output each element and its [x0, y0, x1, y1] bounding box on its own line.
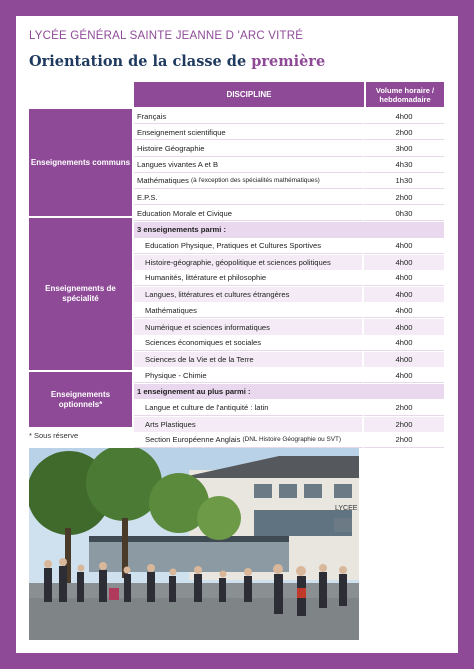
- table-row: [134, 125, 444, 141]
- hours-value: 2h00: [364, 433, 444, 448]
- discipline-cell: [134, 433, 364, 448]
- discipline-name: Sciences économiques et sociales: [134, 336, 364, 351]
- column-header-discipline: DISCIPLINE: [134, 82, 364, 107]
- table-row: [134, 400, 444, 416]
- school-photo: [29, 448, 359, 640]
- hours-value: 4h00: [364, 255, 444, 270]
- discipline-name: Mathématiques: [134, 303, 364, 318]
- hours-value: 4h00: [364, 352, 444, 367]
- table-row: [134, 158, 444, 174]
- table-row: [134, 174, 444, 190]
- table-row: [134, 352, 444, 368]
- table-row: [134, 287, 444, 303]
- discipline-name: Sciences de la Vie et de la Terre: [134, 352, 364, 367]
- discipline-name: E.P.S.: [134, 190, 364, 205]
- building-sign: LYCEE: [335, 505, 358, 512]
- title-prefix: Orientation de la classe de: [29, 53, 252, 70]
- hours-value: 4h00: [364, 319, 444, 334]
- table-subheader: [134, 384, 444, 400]
- discipline-name: Histoire Géographie: [134, 141, 364, 156]
- table-row: [134, 303, 444, 319]
- discipline-name: Arts Plastiques: [134, 417, 364, 432]
- hours-value: 4h00: [364, 271, 444, 286]
- curriculum-table: [134, 109, 444, 449]
- subheader-text: 1 enseignement au plus parmi :: [134, 384, 444, 399]
- table-row: [134, 141, 444, 157]
- table-subheader: [134, 222, 444, 238]
- column-header-volume: Volume horaire / hebdomadaire: [366, 82, 444, 107]
- discipline-name: Français: [134, 109, 364, 124]
- table-row: [134, 206, 444, 222]
- discipline-name: Mathématiques: [137, 176, 189, 186]
- discipline-name: Enseignement scientifique: [134, 125, 364, 140]
- hours-value: 3h00: [364, 141, 444, 156]
- page-title: [29, 53, 325, 70]
- table-row: [134, 368, 444, 384]
- table-row: [134, 433, 444, 449]
- hours-value: 4h00: [364, 109, 444, 124]
- hours-value: 4h00: [364, 368, 444, 383]
- discipline-name: Physique - Chimie: [134, 368, 364, 383]
- group-label-optionnels: Enseignements optionnels*: [29, 372, 132, 427]
- hours-value: 4h00: [364, 239, 444, 254]
- hours-value: 4h00: [364, 336, 444, 351]
- hours-value: 2h00: [364, 417, 444, 432]
- table-row: [134, 336, 444, 352]
- hours-value: 4h00: [364, 303, 444, 318]
- discipline-name: Langues vivantes A et B: [134, 158, 364, 173]
- table-row: [134, 239, 444, 255]
- hours-value: 1h30: [364, 174, 444, 189]
- hours-value: 4h00: [364, 287, 444, 302]
- table-row: [134, 109, 444, 125]
- hours-value: 2h00: [364, 190, 444, 205]
- hours-value: 4h30: [364, 158, 444, 173]
- discipline-name: Langue et culture de l'antiquité : latin: [134, 400, 364, 415]
- discipline-note: (DNL Histoire Géographie ou SVT): [242, 436, 342, 444]
- hours-value: 2h00: [364, 125, 444, 140]
- table-row: [134, 255, 444, 271]
- title-highlight: première: [251, 53, 326, 70]
- table-row: [134, 319, 444, 335]
- group-label-specialite: Enseignements de spécialité: [29, 218, 132, 370]
- hours-value: 2h00: [364, 400, 444, 415]
- discipline-name: Education Morale et Civique: [134, 206, 364, 221]
- table-row: [134, 190, 444, 206]
- discipline-name: Langues, littératures et cultures étrangères: [134, 287, 364, 302]
- group-label-communs: Enseignements communs: [29, 109, 132, 216]
- discipline-cell: [134, 174, 364, 189]
- school-name: LYCÉE GÉNÉRAL SAINTE JEANNE D 'ARC VITRÉ: [29, 30, 304, 42]
- footnote: * Sous réserve: [29, 431, 79, 440]
- discipline-name: Histoire-géographie, géopolitique et sciences politiques: [134, 255, 364, 270]
- discipline-name: Humanités, littérature et philosophie: [134, 271, 364, 286]
- discipline-name: Section Européenne Anglais: [145, 435, 241, 445]
- hours-value: 0h30: [364, 206, 444, 221]
- discipline-name: Education Physique, Pratiques et Cultures Sportives: [134, 239, 364, 254]
- table-row: [134, 417, 444, 433]
- table-row: [134, 271, 444, 287]
- document-page: [16, 16, 458, 653]
- discipline-name: Numérique et sciences informatiques: [134, 319, 364, 334]
- discipline-note: (à l'exception des spécialités mathématiques): [191, 177, 320, 185]
- school-courtyard-illustration: [29, 448, 359, 640]
- subheader-text: 3 enseignements parmi :: [134, 222, 444, 237]
